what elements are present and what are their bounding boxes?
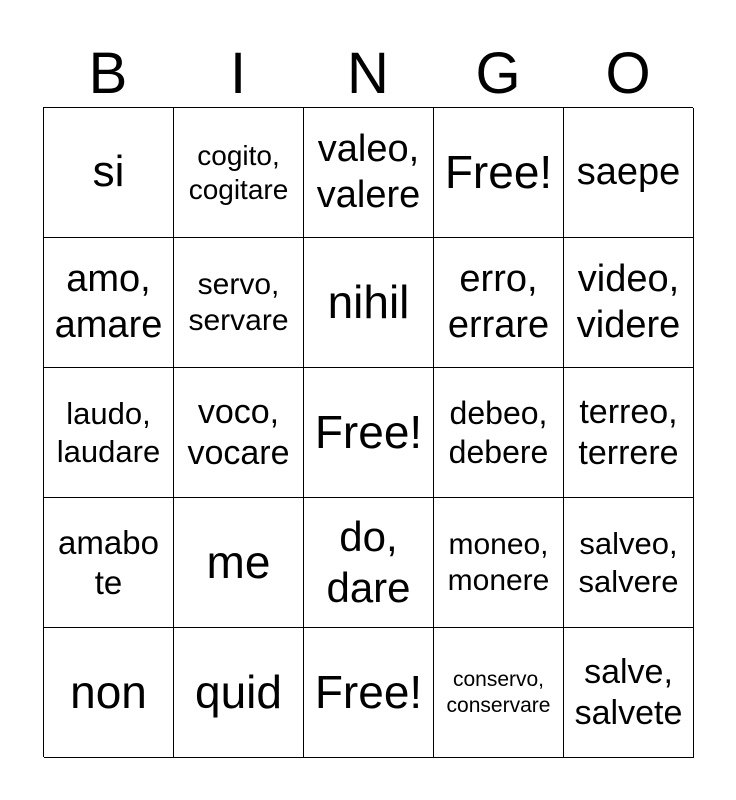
bingo-cell-r5-c3[interactable] [304,628,434,758]
bingo-cell-text: amo, amare [54,257,163,346]
bingo-cell-text: amabo te [58,523,159,601]
bingo-cell-r4-c5[interactable] [564,498,694,628]
bingo-cell-r1-c3[interactable] [304,108,434,238]
bingo-cell-text: video, videre [576,257,681,346]
bingo-cell-text: salve, salvete [574,652,683,732]
bingo-cell-text: laudo, laudare [56,396,161,469]
bingo-cell-text: me [206,535,271,588]
bingo-cell-r4-c3[interactable] [304,498,434,628]
bingo-cell-r5-c1[interactable] [44,628,174,758]
bingo-cell-text: Free! [314,405,423,458]
bingo-cell-text: servo, servare [188,267,289,337]
bingo-cell-text: conservo, conservare [446,668,551,717]
bingo-cell-r5-c4[interactable] [434,628,564,758]
bingo-cell-text: non [70,665,147,718]
bingo-cell-r1-c4[interactable] [434,108,564,238]
bingo-cell-r3-c5[interactable] [564,368,694,498]
bingo-cell-text: terreo, terrere [578,392,679,472]
bingo-cell-r3-c3[interactable] [304,368,434,498]
bingo-cell-text: voco, vocare [187,392,290,472]
bingo-cell-r3-c1[interactable] [44,368,174,498]
bingo-cell-r2-c3[interactable] [304,238,434,368]
bingo-cell-text: salveo, salvere [578,526,679,599]
bingo-cell-r5-c5[interactable] [564,628,694,758]
bingo-cell-text: erro, errare [447,257,550,346]
bingo-cell-text: valeo, valere [316,127,421,216]
bingo-cell-r4-c4[interactable] [434,498,564,628]
bingo-cell-r2-c5[interactable] [564,238,694,368]
bingo-cell-text: cogito, cogitare [188,139,289,205]
bingo-card-grid [43,107,693,757]
bingo-cell-text: si [92,147,125,197]
header-letter-n: N [347,41,389,106]
bingo-cell-r1-c2[interactable] [174,108,304,238]
header-letter-o: O [605,41,651,106]
bingo-cell-r5-c2[interactable] [174,628,304,758]
bingo-cell-text: saepe [576,150,681,193]
bingo-cell-r2-c1[interactable] [44,238,174,368]
bingo-cell-text: quid [195,665,282,718]
bingo-cell-r3-c2[interactable] [174,368,304,498]
header-letter-g: G [475,41,521,106]
bingo-cell-text: moneo, monere [447,527,550,597]
bingo-cell-text: Free! [444,145,553,198]
bingo-cell-r1-c1[interactable] [44,108,174,238]
bingo-cell-r4-c1[interactable] [44,498,174,628]
bingo-cell-text: debeo, debere [448,395,549,470]
bingo-cell-r2-c2[interactable] [174,238,304,368]
header-letter-i: I [229,41,247,106]
bingo-cell-text: nihil [327,275,410,328]
bingo-cell-r1-c5[interactable] [564,108,694,238]
bingo-cell-text: do, dare [326,513,411,611]
bingo-cell-r2-c4[interactable] [434,238,564,368]
bingo-cell-r3-c4[interactable] [434,368,564,498]
bingo-cell-r4-c2[interactable] [174,498,304,628]
header-letter-b: B [88,41,128,106]
bingo-cell-text: Free! [314,665,423,718]
bingo-header [43,40,693,108]
